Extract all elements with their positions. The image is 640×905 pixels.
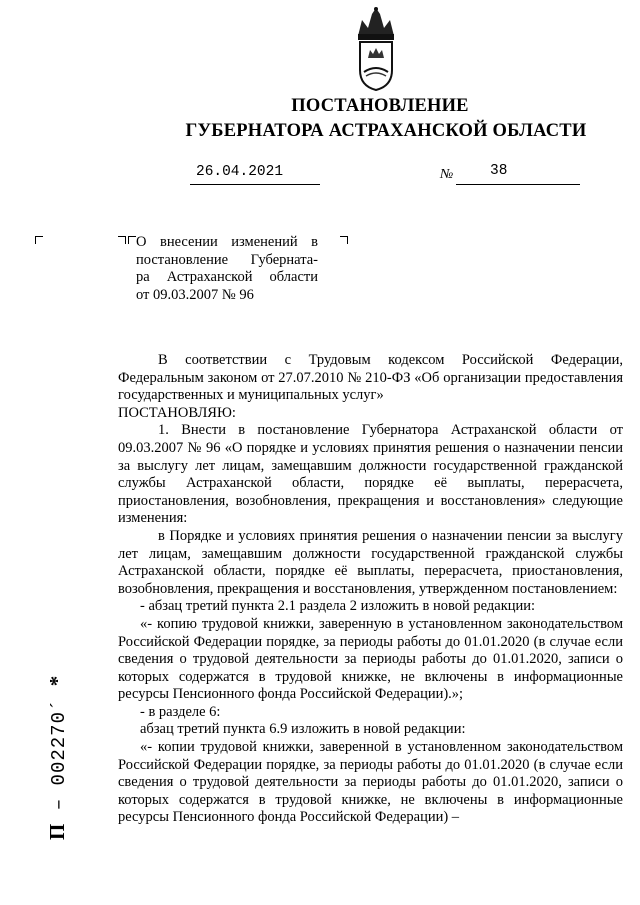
registration-stamp [45,675,70,840]
subject-line: от 09.03.2007 № 96 [136,286,254,303]
amendment-item: - в разделе 6: [140,703,221,720]
subject-line: О внесении изменений в [136,234,318,250]
order-changes-paragraph: в Порядке и условиях принятия решения о назначении пенсии за выслугу лет лицам, замещавшим должности государственной гражданской службы Астраханской области, порядке её выплаты, перерасчета, приостановления, возобновления, прекращения и восстановления, утвержденном постановлением: [118,527,623,597]
number-sign: № [440,167,454,182]
corner-mark-mid-left [128,236,136,244]
number-underline [456,166,580,185]
resolution-word: ПОСТАНОВЛЯЮ: [118,404,236,421]
corner-mark-mid-right [118,236,126,244]
preamble-paragraph: В соответствии с Трудовым кодексом Российской Федерации, Федеральным законом от 27.07.2010 № 210-ФЗ «Об организации предоставления государственных и муниципальных услуг» [118,352,623,404]
document-authority: ГУБЕРНАТОРА АСТРАХАНСКОЙ ОБЛАСТИ [185,121,587,141]
document-subject [136,234,318,304]
amendment-quote: «- копии трудовой книжки, заверенной в установленном законодательством Российской Федерации порядке, за периоды работы до 01.01.2020 (в случае если сведения о трудовой деятельности за периоды работы до 01.01.2020, записи о которых содержатся в трудовой книжке, не включены в информационные ресурсы Пенсионного фонда Российской Федерации) – [118,739,623,826]
coat-of-arms-emblem [344,6,408,92]
document-body [118,352,623,827]
corner-mark-left [35,236,43,244]
amendment-quote: «- копию трудовой книжки, заверенную в установленном законодательством Российской Федерации порядке, за периоды работы до 01.01.2020 (в случае если сведения о трудовой деятельности за периоды работы до 01.01.2020, записи о которых содержатся в трудовой книжке, не включены в информационные ресурсы Пенсионного фонда Российской Федерации).»; [118,615,623,703]
document-title: ПОСТАНОВЛЕНИЕ [291,96,469,116]
amendment-item: - абзац третий пункта 2.1 раздела 2 изложить в новой редакции: [140,598,536,615]
clause-1-paragraph: 1. Внести в постановление Губернатора Астраханской области от 09.03.2007 № 96 «О порядке и условиях принятия решения о назначении пенсии за выслугу лет лицам, замещавшим должности государственной гражданской службы Астраханской области, порядке её выплаты, перерасчета, приостановления, возобновления, прекращения и восстановления» следующие изменения: [118,422,623,527]
stamp-prefix: П [45,822,69,840]
subject-line: постановление Губерната- [136,251,318,268]
stamp-mark: * [45,674,69,687]
stamp-code: – 002270´ [48,698,70,811]
document-number: 38 [490,163,508,179]
subject-line: ра Астраханской области [136,269,318,285]
corner-mark-right [340,236,348,244]
amendment-item: абзац третий пункта 6.9 изложить в новой редакции: [140,721,466,738]
document-date: 26.04.2021 [196,164,284,180]
